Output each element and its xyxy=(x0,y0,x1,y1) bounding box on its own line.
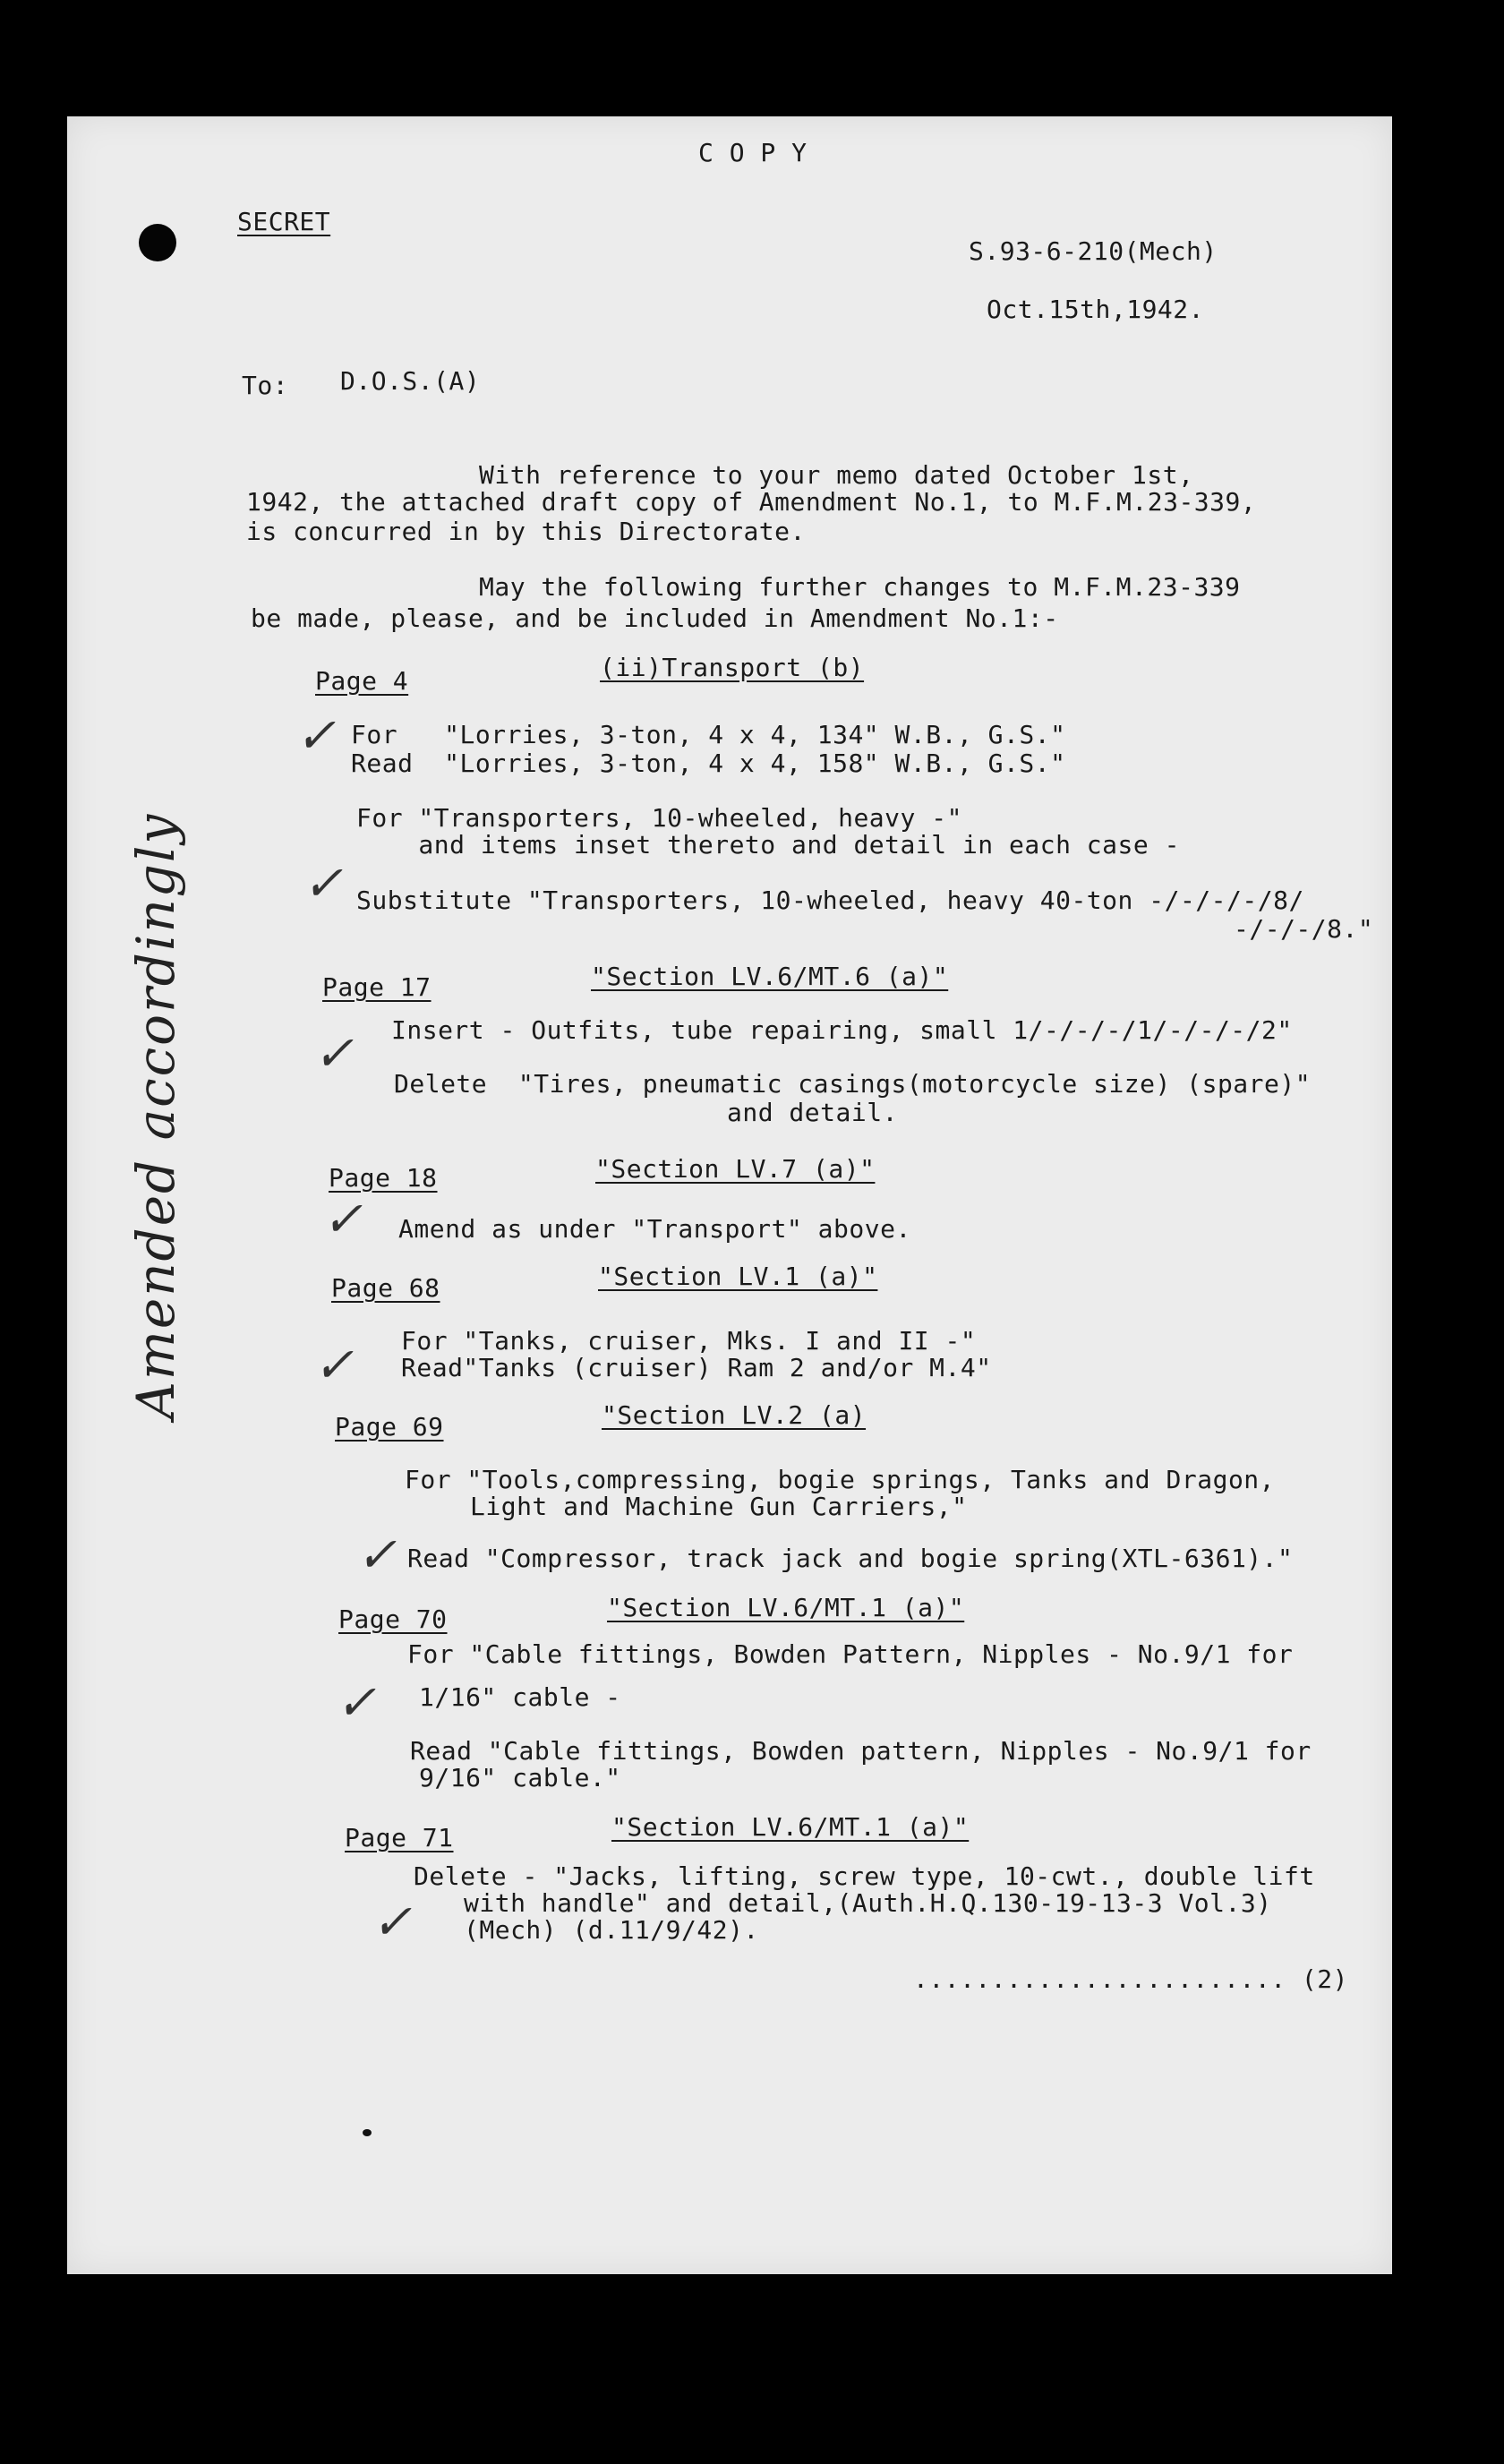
section-title-lv7: "Section LV.7 (a)" xyxy=(595,1154,876,1184)
page-ref-4: Page 4 xyxy=(315,666,409,696)
s6-line-1: For "Cable fittings, Bowden Pattern, Nipples - No.9/1 for xyxy=(407,1639,1294,1669)
section-title-lv6-mt6: "Section LV.6/MT.6 (a)" xyxy=(591,962,949,991)
to-label: To: xyxy=(242,371,289,400)
copy-heading: C O P Y xyxy=(698,138,808,167)
section-title-lv6-mt1: "Section LV.6/MT.1 (a)" xyxy=(607,1593,965,1622)
page-ref-68: Page 68 xyxy=(331,1273,440,1303)
s7-line-1: Delete - "Jacks, lifting, screw type, 10-cwt., double lift xyxy=(414,1861,1315,1891)
page-ref-71: Page 71 xyxy=(345,1823,454,1852)
s5-line-1: For "Tools,compressing, bogie springs, Tanks and Dragon, xyxy=(405,1465,1276,1494)
recipient: D.O.S.(A) xyxy=(340,366,481,396)
page-ref-69: Page 69 xyxy=(335,1412,444,1442)
section-title-lv2: "Section LV.2 (a) xyxy=(602,1400,867,1430)
continuation-marker: ........................ (2) xyxy=(913,1964,1349,1994)
reference-number: S.93-6-210(Mech) xyxy=(969,236,1218,266)
check-mark: ✓ xyxy=(322,1191,363,1247)
classification-label: SECRET xyxy=(237,207,331,236)
check-mark: ✓ xyxy=(303,855,344,911)
check-mark: ✓ xyxy=(336,1674,377,1731)
section-title-lv1: "Section LV.1 (a)" xyxy=(598,1262,878,1291)
s7-line-2: with handle" and detail,(Auth.H.Q.130-19-13-3 Vol.3) xyxy=(464,1888,1272,1918)
s1-line-1: For "Lorries, 3-ton, 4 x 4, 134" W.B., G.S." xyxy=(351,720,1066,749)
letter-date: Oct.15th,1942. xyxy=(987,295,1205,324)
s5-line-2: Light and Machine Gun Carriers," xyxy=(470,1492,968,1521)
page-ref-70: Page 70 xyxy=(338,1604,448,1634)
s2-line-3: and detail. xyxy=(727,1098,898,1127)
s3-line-1: Amend as under "Transport" above. xyxy=(398,1214,911,1244)
section-title-lv6-mt1-b: "Section LV.6/MT.1 (a)" xyxy=(611,1812,970,1842)
s2-line-1: Insert - Outfits, tube repairing, small 1/-/-/-/1/-/-/-/2" xyxy=(391,1015,1293,1045)
s5-line-3: Read "Compressor, track jack and bogie spring(XTL-6361)." xyxy=(407,1544,1294,1573)
s1-line-3: For "Transporters, 10-wheeled, heavy -" xyxy=(356,803,962,833)
check-mark: ✓ xyxy=(313,1025,355,1082)
check-mark: ✓ xyxy=(295,707,337,764)
section-title-transport: (ii)Transport (b) xyxy=(600,653,865,682)
s6-line-4: 9/16" cable." xyxy=(419,1763,621,1792)
check-mark: ✓ xyxy=(313,1337,355,1393)
page-ref-17: Page 17 xyxy=(322,972,432,1002)
s1-line-5: Substitute "Transporters, 10-wheeled, heavy 40-ton -/-/-/-/8/ xyxy=(356,886,1304,915)
ink-speck xyxy=(363,2129,372,2136)
s2-line-2: Delete "Tires, pneumatic casings(motorcycle size) (spare)" xyxy=(394,1069,1312,1099)
s1-line-2: Read "Lorries, 3-ton, 4 x 4, 158" W.B., G.S." xyxy=(351,749,1066,778)
page-ref-18: Page 18 xyxy=(329,1163,438,1193)
s1-line-6: -/-/-/8." xyxy=(1234,914,1374,944)
intro-line-4: May the following further changes to M.F.M.23-339 xyxy=(479,572,1241,602)
s4-line-2: Read"Tanks (cruiser) Ram 2 and/or M.4" xyxy=(401,1353,992,1382)
check-mark: ✓ xyxy=(356,1527,397,1583)
intro-line-2: 1942, the attached draft copy of Amendment No.1, to M.F.M.23-339, xyxy=(246,487,1257,517)
intro-line-3: is concurred in by this Directorate. xyxy=(246,517,806,546)
s6-line-2: 1/16" cable - xyxy=(419,1682,621,1712)
s1-line-4: and items inset thereto and detail in each case - xyxy=(356,830,1180,860)
punch-hole xyxy=(139,224,176,261)
handwritten-margin-note: Amended accordingly xyxy=(125,812,186,1419)
intro-line-1: With reference to your memo dated October 1st, xyxy=(479,460,1194,490)
check-mark: ✓ xyxy=(372,1894,413,1950)
s7-line-3: (Mech) (d.11/9/42). xyxy=(464,1915,759,1945)
intro-line-5: be made, please, and be included in Amendment No.1:- xyxy=(251,603,1059,633)
s6-line-3: Read "Cable fittings, Bowden pattern, Nipples - No.9/1 for xyxy=(410,1736,1312,1766)
document-page xyxy=(67,116,1392,2274)
s4-line-1: For "Tanks, cruiser, Mks. I and II -" xyxy=(401,1326,977,1356)
